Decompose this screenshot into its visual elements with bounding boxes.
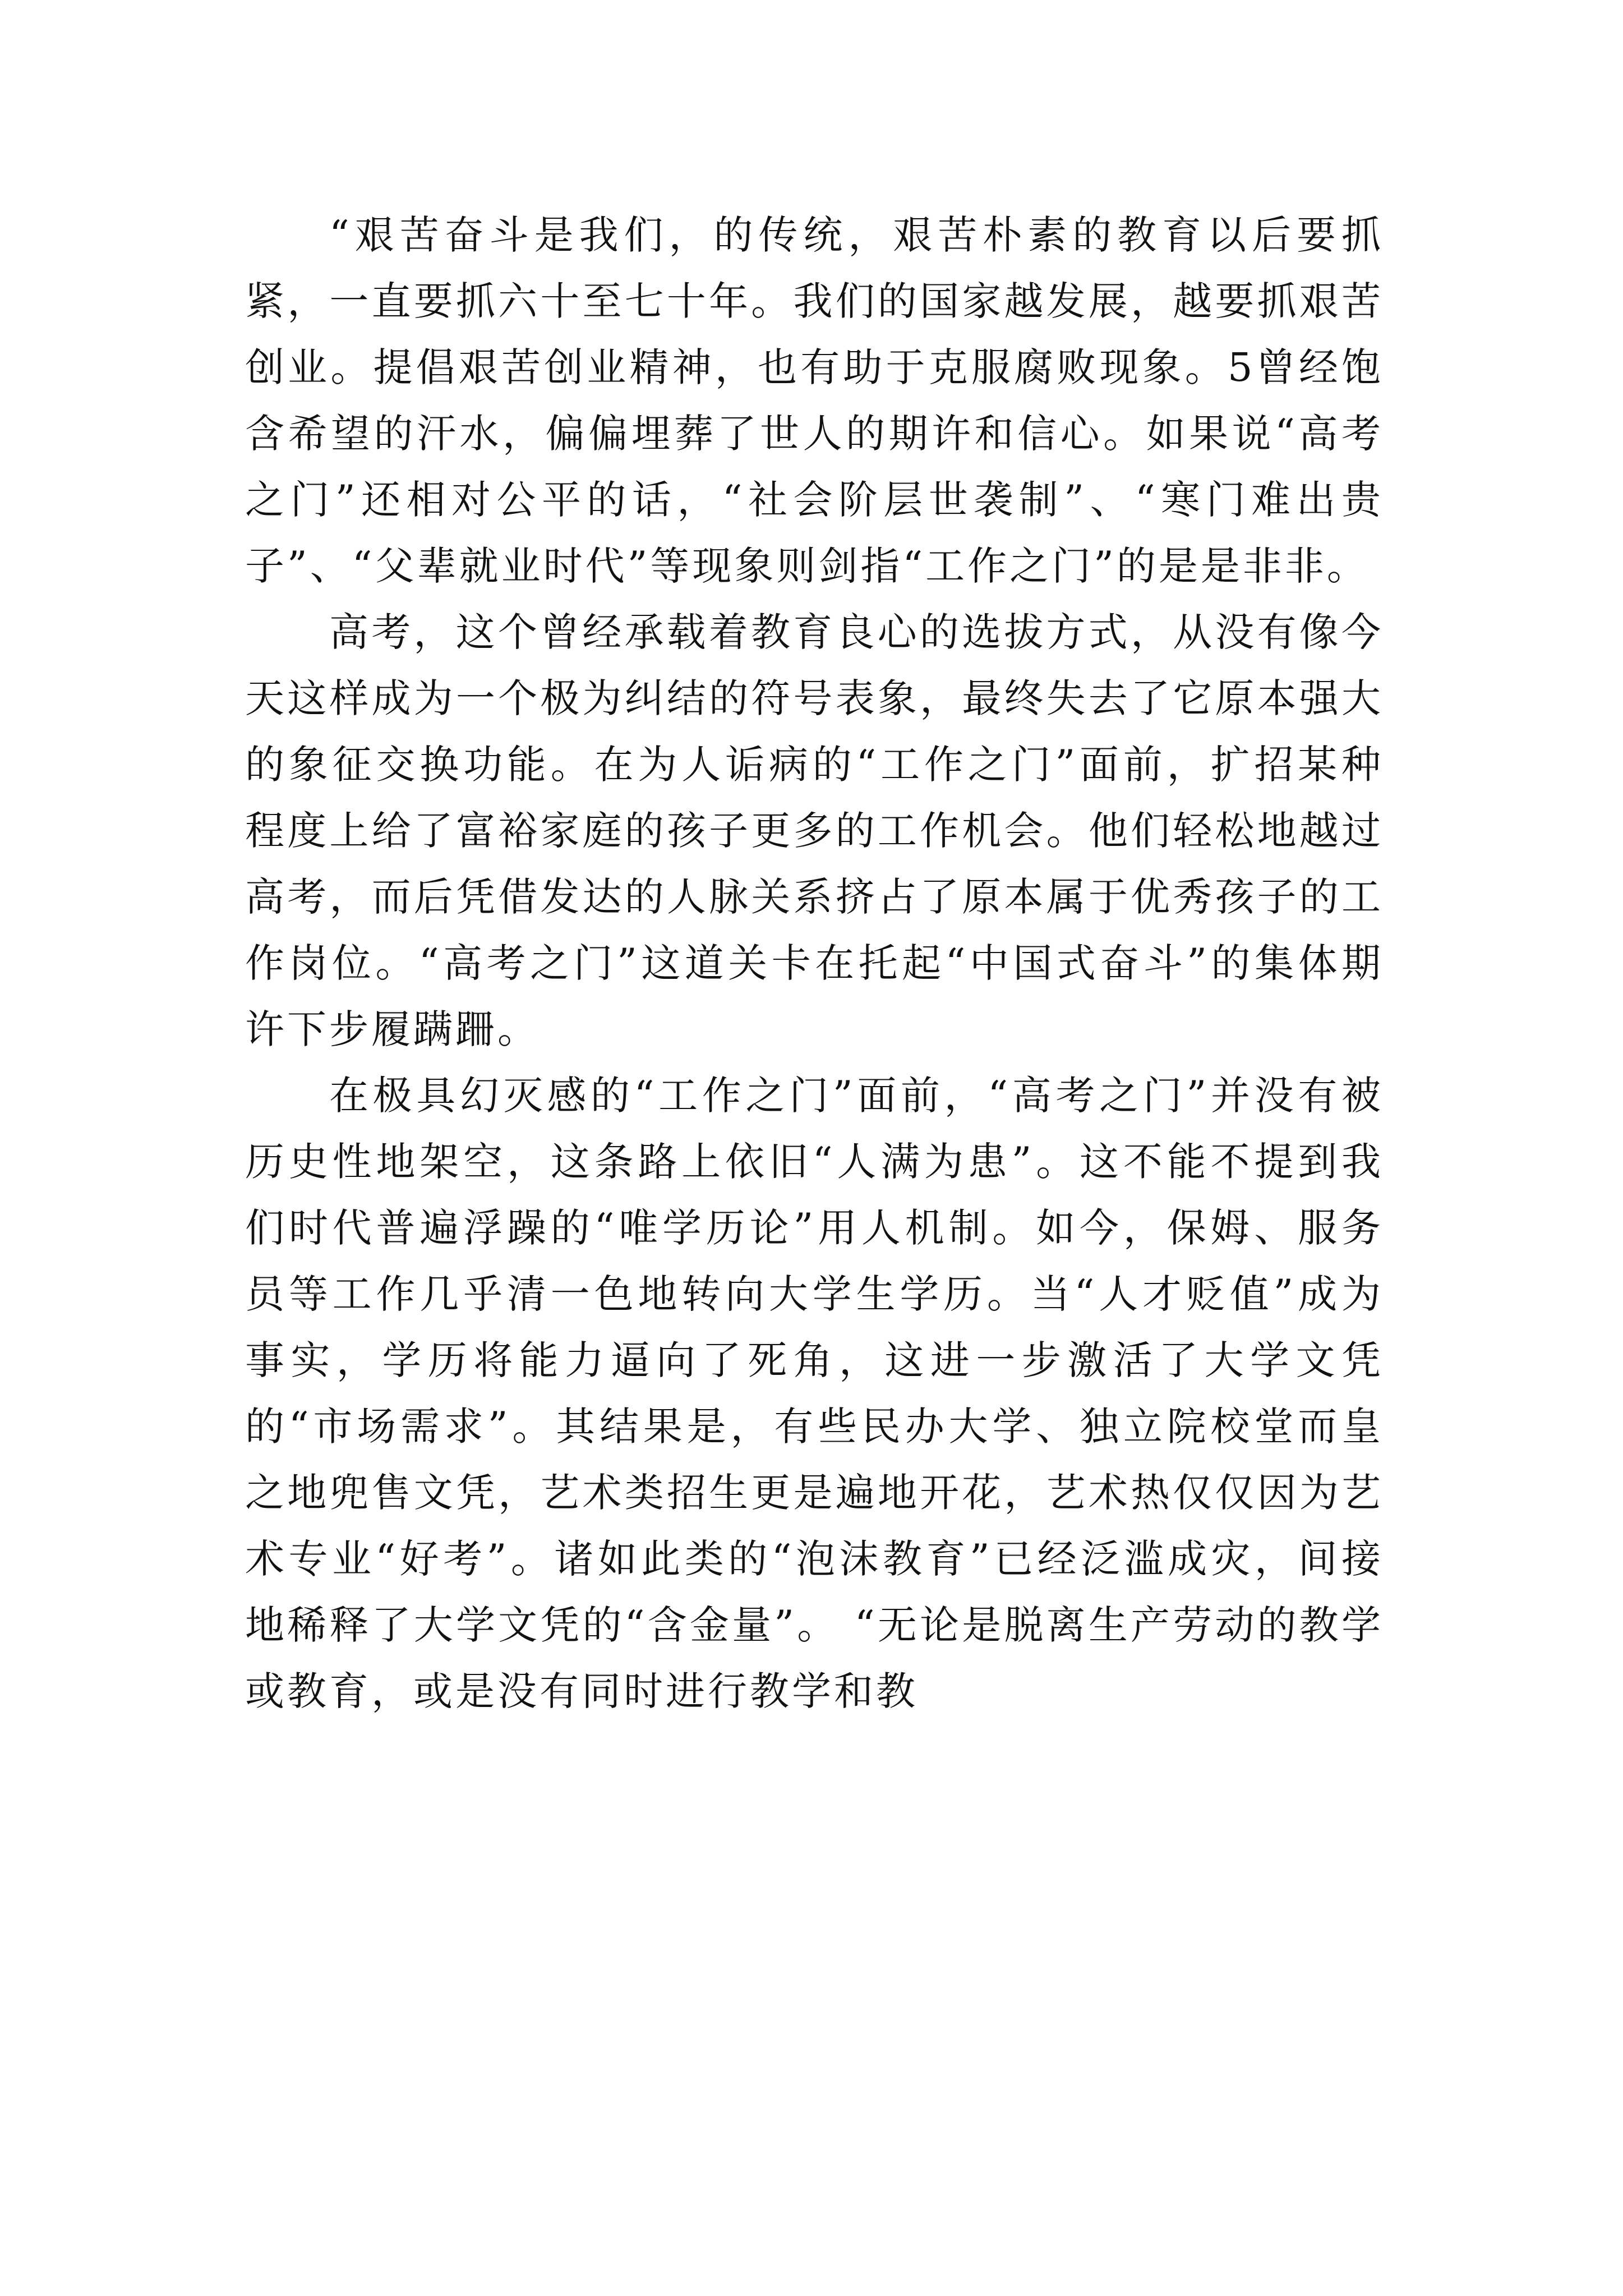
paragraph-3: 在极具幻灭感的“工作之门”面前，“高考之门”并没有被历史性地架空，这条路上依旧“人满为患”。这不能不提到我们时代普遍浮躁的“唯学历论”用人机制。如今，保姆、服务员等工作几乎清一色地转向大学生学历。当“人才贬值”成为事实，学历将能力逼向了死角，这进一步激活了大学文凭的“市场需求”。其结果是，有些民办大学、独立院校堂而皇之地兜售文凭，艺术类招生更是遍地开花，艺术热仅仅因为艺术专业“好考”。诸如此类的“泡沫教育”已经泛滥成灾，间接地稀释了大学文凭的“含金量”。 “无论是脱离生产劳动的教学或教育，或是没有同时进行教学和教 xyxy=(245,1073,1384,1714)
paragraph-2: 高考，这个曾经承载着教育良心的选拔方式，从没有像今天这样成为一个极为纠结的符号表象，最终失去了它原本强大的象征交换功能。在为人诟病的“工作之门”面前，扩招某种程度上给了富裕家庭的孩子更多的工作机会。他们轻松地越过高考，而后凭借发达的人脉关系挤占了原本属于优秀孩子的工作岗位。“高考之门”这道关卡在托起“中国式奋斗”的集体期许下步履蹒跚。 xyxy=(245,609,1384,1052)
body-text xyxy=(245,202,1384,1724)
paragraph-1: “艰苦奋斗是我们，的传统，艰苦朴素的教育以后要抓紧，一直要抓六十至七十年。我们的国家越发展，越要抓艰苦创业。提倡艰苦创业精神，也有助于克服腐败现象。5曾经饱含希望的汗水，偏偏埋葬了世人的期许和信心。如果说“高考之门”还相对公平的话，“社会阶层世袭制”、“寒门难出贵子”、“父辈就业时代”等现象则剑指“工作之门”的是是非非。 xyxy=(245,212,1384,589)
